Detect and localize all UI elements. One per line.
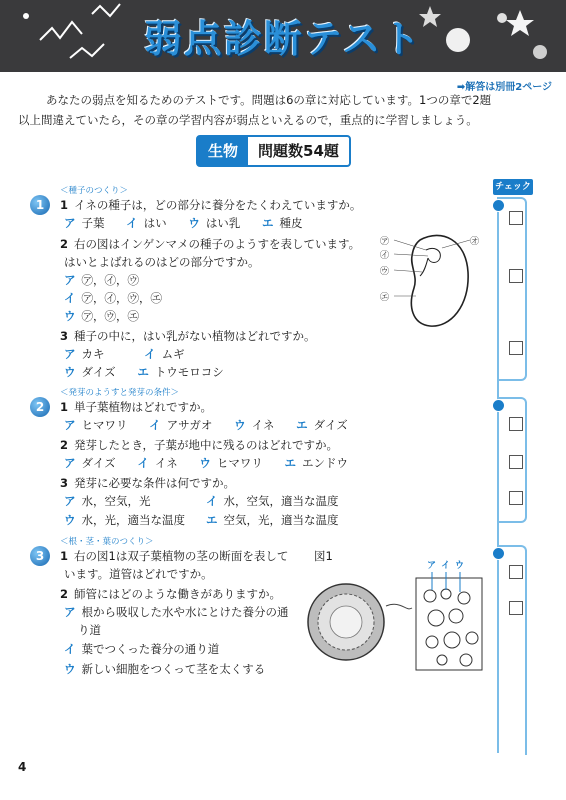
choice-continued: り道 xyxy=(78,623,101,637)
choice-row xyxy=(64,345,185,363)
choice-row xyxy=(64,363,224,381)
section-tag: ＜種子のつくり＞ xyxy=(60,186,129,196)
choice[interactable]: ウ ダイズ xyxy=(64,365,116,379)
header-banner xyxy=(0,0,566,72)
stem-drawing xyxy=(306,566,486,676)
choice-row xyxy=(64,416,348,434)
figure-label: ㋑ xyxy=(380,251,390,261)
choice[interactable]: エ ダイズ xyxy=(296,418,348,432)
figure-label: ア xyxy=(427,561,437,571)
subject-box xyxy=(196,135,351,167)
question-text-cont: います。道管はどれですか。 xyxy=(64,567,213,581)
subject-name: 生物 xyxy=(198,137,248,165)
intro-line: 以上間違えていたら，その章の学習内容が弱点といえるので，重点的に学習しましょう。 xyxy=(18,113,478,127)
question-text: 3 発芽に必要な条件は何ですか。 xyxy=(60,476,236,490)
figure-label: ウ xyxy=(455,561,465,571)
choice[interactable]: ア カキ xyxy=(64,347,105,361)
question-number-badge: 3 xyxy=(30,546,50,566)
choice[interactable]: ア ㋐，㋑，㋒ xyxy=(64,273,139,287)
choice[interactable]: ウ ㋐，㋒，㋓ xyxy=(64,309,139,323)
checkbox[interactable] xyxy=(509,601,523,615)
checkbox[interactable] xyxy=(509,417,523,431)
figure-caption: 図1 xyxy=(314,549,333,563)
choice[interactable]: ウ 新しい細胞をつくって茎を太くする xyxy=(64,662,266,676)
checkbox[interactable] xyxy=(509,341,523,355)
figure-label: ㋔ xyxy=(470,237,480,247)
question-text: 1 イネの種子は，どの部分に養分をたくわえていますか。 xyxy=(60,198,362,212)
question-text: 2 師管にはどのような働きがありますか。 xyxy=(60,587,282,601)
choice[interactable]: ウ ヒマワリ xyxy=(199,456,263,470)
choice[interactable]: ア 水，空気，光 xyxy=(64,494,151,508)
question-number-badge: 2 xyxy=(30,397,50,417)
choice[interactable]: ウ はい乳 xyxy=(188,216,241,230)
choice[interactable]: イ イネ xyxy=(137,456,178,470)
choice[interactable]: ウ イネ xyxy=(234,418,275,432)
intro-text xyxy=(18,90,548,130)
choice[interactable]: ア 根から吸収した水や水にとけた養分の通 xyxy=(64,605,289,619)
figure-label: ㋓ xyxy=(380,293,390,303)
section-tag: ＜根・茎・葉のつくり＞ xyxy=(60,537,154,547)
choice[interactable]: ア ヒマワリ xyxy=(64,418,128,432)
choice[interactable]: イ 葉でつくった養分の通り道 xyxy=(64,642,220,656)
answer-reference: ➡解答は別冊2ページ xyxy=(456,82,552,93)
question-text: 1 右の図1は双子葉植物の茎の断面を表して xyxy=(60,549,289,563)
checkbox[interactable] xyxy=(509,491,523,505)
question-text: 2 右の図はインゲンマメの種子のようすを表しています。 xyxy=(60,237,361,251)
checkbox[interactable] xyxy=(509,211,523,225)
choice-row xyxy=(64,454,348,472)
choice[interactable]: イ はい xyxy=(126,216,167,230)
section-marker-icon xyxy=(492,199,505,212)
figure-label: ㋒ xyxy=(380,267,390,277)
checkbox[interactable] xyxy=(509,269,523,283)
choice[interactable]: ウ 水，光，適当な温度 xyxy=(64,513,185,527)
intro-line: あなたの弱点を知るためのテストです。問題は6の章に対応しています。1つの章で2題 xyxy=(46,93,492,107)
check-column xyxy=(497,197,529,753)
page-title: 弱点診断テスト xyxy=(143,17,423,61)
question-count: 問題数54題 xyxy=(258,142,339,160)
section-tag: ＜発芽のようすと発芽の条件＞ xyxy=(60,388,180,398)
question-text-cont: はいとよばれるのはどの部分ですか。 xyxy=(64,255,260,269)
choice[interactable]: イ ㋐，㋑，㋒，㋓ xyxy=(64,291,162,305)
choice[interactable]: エ 空気，光，適当な温度 xyxy=(206,513,339,527)
check-label: チェック xyxy=(493,179,533,195)
section-marker-icon xyxy=(492,547,505,560)
figure-label: ㋐ xyxy=(380,237,390,247)
choice[interactable]: ア 子葉 xyxy=(64,216,105,230)
choice[interactable]: エ 種皮 xyxy=(261,216,303,230)
choice[interactable]: イ ムギ xyxy=(144,347,185,361)
bean-seed-drawing xyxy=(380,226,484,336)
page-number: 4 xyxy=(18,760,27,774)
checkbox[interactable] xyxy=(509,565,523,579)
choice[interactable]: イ アサガオ xyxy=(149,418,213,432)
bean-seed-figure xyxy=(380,226,484,336)
figure-label: イ xyxy=(441,561,451,571)
question-text: 3 種子の中に，はい乳がない植物はどれですか。 xyxy=(60,329,316,343)
choice[interactable]: ア ダイズ xyxy=(64,456,116,470)
choice[interactable]: エ トウモロコシ xyxy=(137,365,224,379)
choice[interactable]: イ 水，空気，適当な温度 xyxy=(206,494,339,508)
section-marker-icon xyxy=(492,399,505,412)
question-text: 2 発芽したとき，子葉が地中に残るのはどれですか。 xyxy=(60,438,339,452)
question-number-badge: 1 xyxy=(30,195,50,215)
stem-cross-section-figure xyxy=(306,561,486,676)
choice-row xyxy=(64,214,302,232)
checkbox[interactable] xyxy=(509,455,523,469)
choice[interactable]: エ エンドウ xyxy=(284,456,349,470)
question-text: 1 単子葉植物はどれですか。 xyxy=(60,400,213,414)
